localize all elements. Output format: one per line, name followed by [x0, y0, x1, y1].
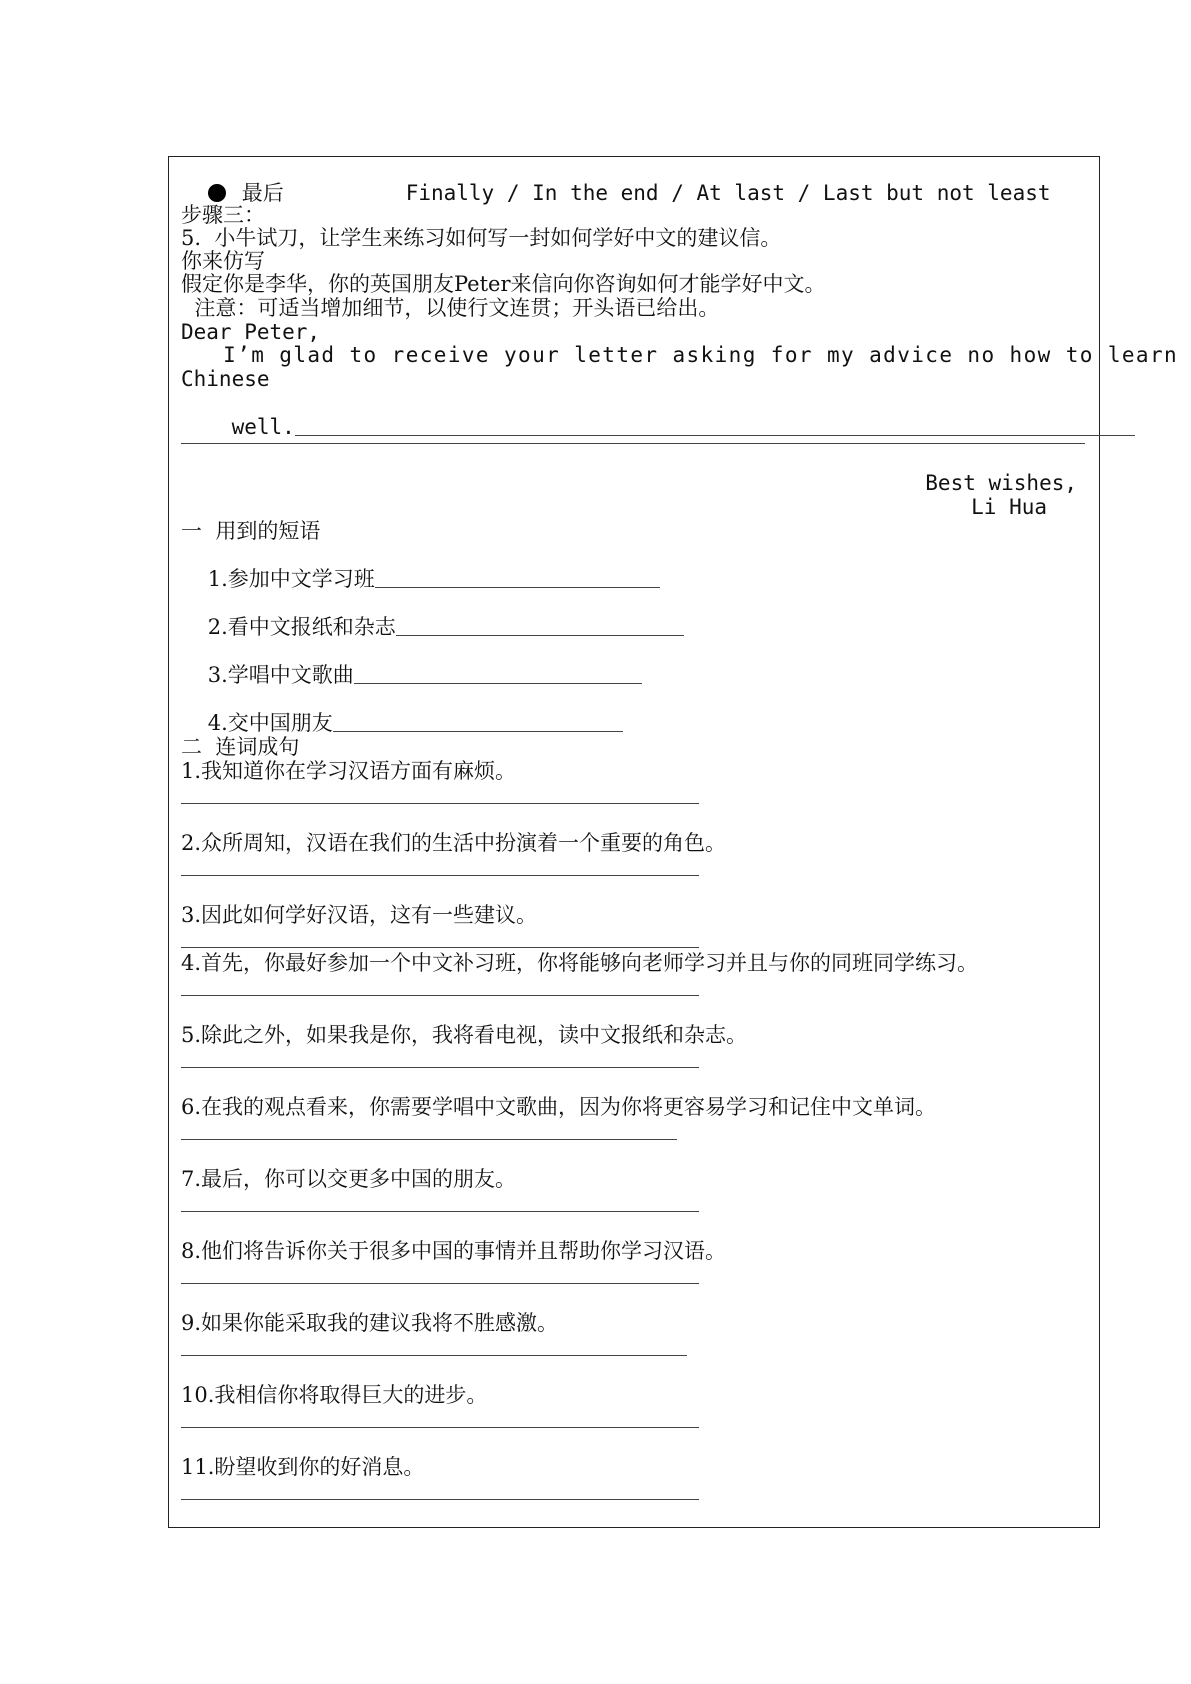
sentence-item-4: 4.首先，你最好参加一个中文补习班，你将能够向老师学习并且与你的同班同学练习。: [181, 951, 979, 975]
step3-item5: 5. 小牛试刀，让学生来练习如何写一封如何学好中文的建议信。: [181, 226, 782, 250]
section1-title: 一 用到的短语: [181, 519, 321, 543]
phrase-blank-4[interactable]: [333, 713, 623, 732]
letter-writing-blank[interactable]: [295, 417, 1135, 436]
letter-body-line3: [181, 391, 1135, 463]
bullet-dot-icon: [208, 184, 226, 202]
sentence-item-10: 10.我相信你将取得巨大的进步。: [181, 1383, 488, 1407]
sentence-item-6: 6.在我的观点看来，你需要学唱中文歌曲，因为你将更容易学习和记住中文单词。: [181, 1095, 937, 1119]
letter-body-line2: Chinese: [181, 367, 270, 391]
answer-line-1[interactable]: [181, 803, 699, 804]
answer-line-5[interactable]: [181, 1067, 699, 1068]
answer-line-4[interactable]: [181, 995, 699, 996]
letter-signature: Li Hua: [971, 495, 1047, 519]
letter-well-text: well.: [231, 415, 295, 439]
sentence-item-1: 1.我知道你在学习汉语方面有麻烦。: [181, 759, 517, 783]
answer-line-11[interactable]: [181, 1499, 699, 1500]
answer-line-6[interactable]: [181, 1139, 677, 1140]
sentence-item-3: 3.因此如何学好汉语，这有一些建议。: [181, 903, 538, 927]
answer-line-7[interactable]: [181, 1211, 699, 1212]
phrase-text-4: 4.交中国朋友: [207, 711, 333, 735]
sentence-item-9: 9.如果你能采取我的建议我将不胜感激。: [181, 1311, 559, 1335]
bullet-line: [181, 157, 1051, 229]
sentence-item-5: 5.除此之外，如果我是你，我将看电视，读中文报纸和杂志。: [181, 1023, 748, 1047]
sentence-item-8: 8.他们将告诉你关于很多中国的事情并且帮助你学习汉语。: [181, 1239, 727, 1263]
letter-writing-line[interactable]: [181, 443, 1085, 444]
worksheet-box: [168, 156, 1179, 1528]
bullet-label: 最后: [241, 181, 284, 205]
answer-line-3[interactable]: [181, 947, 699, 948]
sentence-item-7: 7.最后，你可以交更多中国的朋友。: [181, 1167, 517, 1191]
letter-salutation: Dear Peter,: [181, 320, 321, 344]
answer-line-9[interactable]: [181, 1355, 687, 1356]
answer-line-2[interactable]: [181, 875, 699, 876]
phrase-blank-3[interactable]: [354, 665, 642, 684]
phrase-blank-1[interactable]: [375, 569, 660, 588]
letter-body-line1: I’m glad to receive your letter asking for my advice no how to learn: [181, 343, 1179, 367]
transition-phrases: Finally / In the end / At last / Last but not least: [405, 181, 1051, 205]
answer-line-10[interactable]: [181, 1427, 699, 1428]
writing-note: 注意：可适当增加细节，以使行文连贯；开头语已给出。: [181, 296, 720, 320]
phrase-text-1: 1.参加中文学习班: [207, 567, 375, 591]
sentence-item-2: 2.众所周知，汉语在我们的生活中扮演着一个重要的角色。: [181, 831, 727, 855]
phrase-blank-2[interactable]: [396, 617, 684, 636]
phrase-text-3: 3.学唱中文歌曲: [207, 663, 354, 687]
section2-title: 二 连词成句: [181, 735, 300, 759]
letter-closing: Best wishes,: [925, 471, 1077, 495]
step3-title: 步骤三：: [181, 203, 265, 227]
sentence-item-11: 11.盼望收到你的好消息。: [181, 1455, 425, 1479]
answer-line-8[interactable]: [181, 1283, 699, 1284]
writing-prompt: 假定你是李华，你的英国朋友Peter来信向你咨询如何才能学好中文。: [181, 272, 826, 296]
phrase-text-2: 2.看中文报纸和杂志: [207, 615, 396, 639]
imitate-heading: 你来仿写: [181, 249, 265, 273]
